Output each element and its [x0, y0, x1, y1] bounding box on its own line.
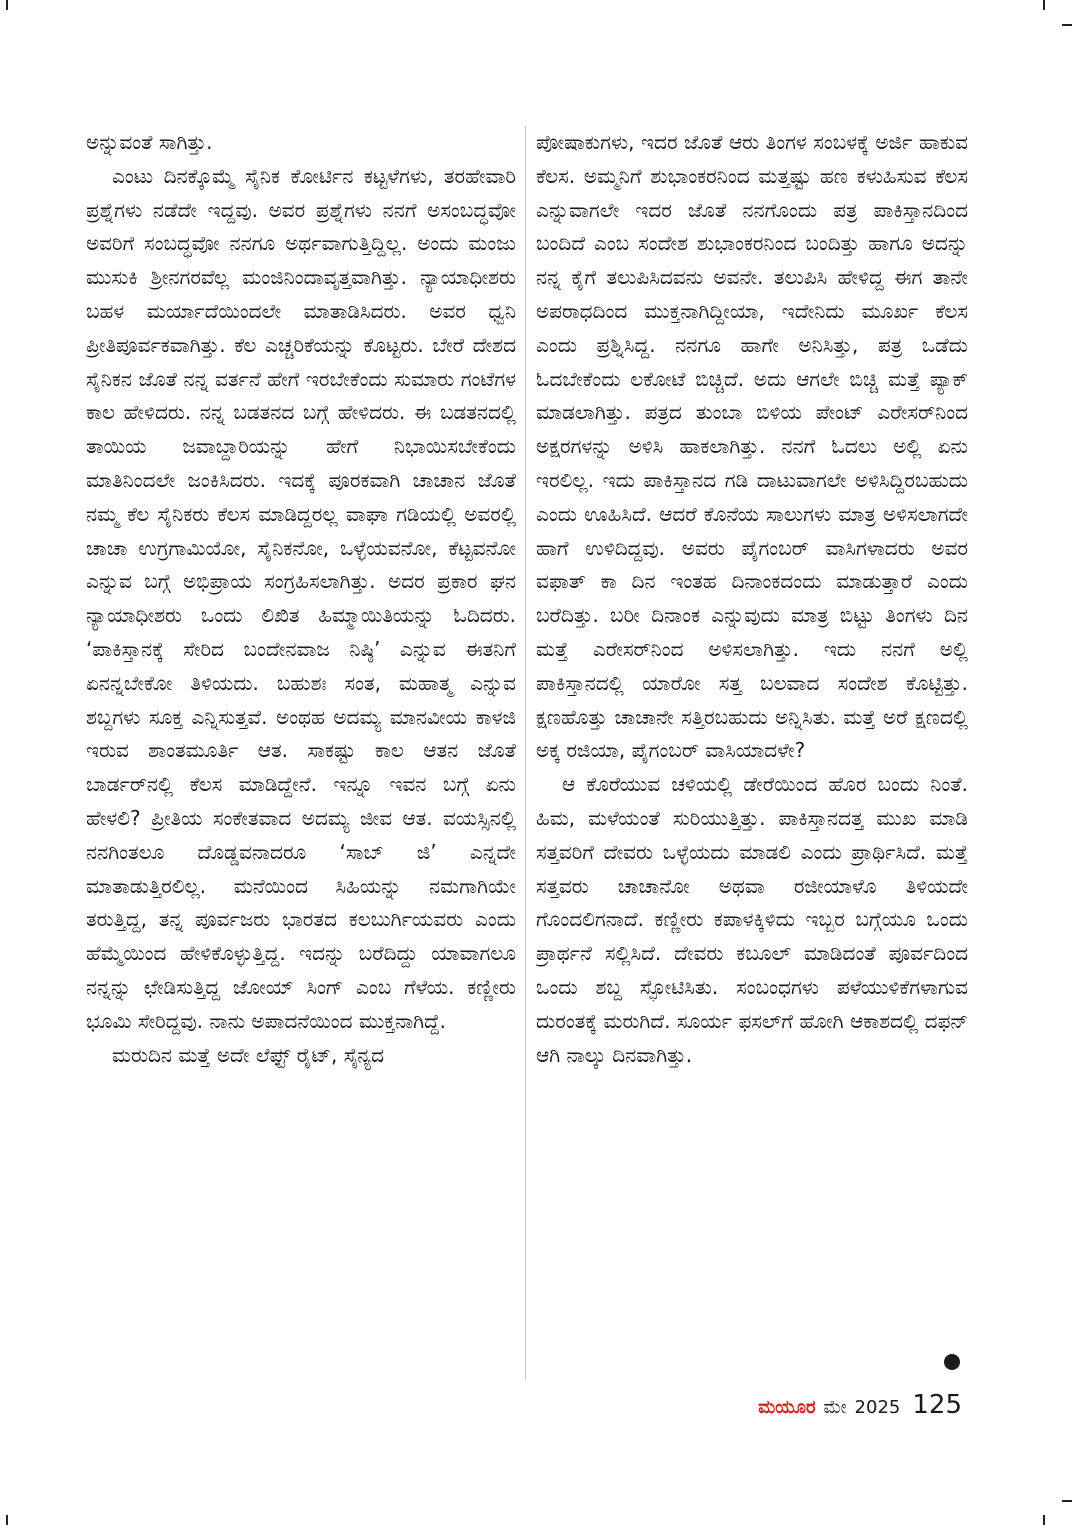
page-number: 125 [912, 1390, 962, 1420]
page-footer [758, 1390, 962, 1430]
crop-mark-right-upper [1062, 24, 1072, 26]
article-column-left [86, 126, 516, 1386]
crop-mark-right-lower [1062, 1500, 1072, 1502]
paragraph: ಮರುದಿನ ಮತ್ತೆ ಅದೇ ಲೆಫ್ಟ್ ರೈಟ್, ಸೈನ್ಯದ [112, 1042, 385, 1067]
issue-month: ಮೇ [823, 1397, 847, 1418]
crop-mark-bottom-right [1043, 1515, 1045, 1525]
paragraph: ಪೋಷಾಕುಗಳು, ಇದರ ಜೊತೆ ಆರು ತಿಂಗಳ ಸಂಬಳಕ್ಕೆ ಅರ್ಜಿ ಹಾಕುವ ಕೆಲಸ. ಅಮ್ಮನಿಗೆ ಶುಭಾಂಕರನಿಂದ ಮತ್ತಷ್ಟು ಹಣ ಕಳುಹಿಸುವ ಕೆಲಸ ಎನ್ನುವಾಗಲೇ ಇದರ ಜೊತೆ ನನಗೊಂದು ಪತ್ರ ಪಾಕಿಸ್ತಾನದಿಂದ ಬಂದಿದೆ ಎಂಬ ಸಂದೇಶ ಶುಭಾಂಕರನಿಂದ ಬಂದಿತ್ತು ಹಾಗೂ ಅದನ್ನು ನನ್ನ ಕೈಗೆ ತಲುಪಿಸಿದವನು ಅವನೇ. ತಲುಪಿಸಿ ಹೇಳಿದ್ದ ಈಗ ತಾನೇ ಅಪರಾಧದಿಂದ ಮುಕ್ತನಾಗಿದ್ದೀಯಾ, ಇದೇನಿದು ಮೂರ್ಖ ಕೆಲಸ ಎಂದು ಪ್ರಶ್ನಿಸಿದ್ದ. ನನಗೂ ಹಾಗೇ ಅನಿಸಿತ್ತು, ಪತ್ರ ಒಡೆದು ಓದಬೇಕೆಂದು ಲಕೋಟೆ ಬಿಚ್ಚಿದೆ. ಅದು ಆಗಲೇ ಬಿಚ್ಚಿ ಮತ್ತೆ ಪ್ಯಾಕ್ ಮಾಡಲಾಗಿತ್ತು. ಪತ್ರದ ತುಂಬಾ ಬಿಳಿಯ ಪೇಂಟ್ ಎರೇಸರ್‌ನಿಂದ ಅಕ್ಷರಗಳನ್ನು ಅಳಿಸಿ ಹಾಕಲಾಗಿತ್ತು. ನನಗೆ ಓದಲು ಅಲ್ಲಿ ಏನು ಇರಲಿಲ್ಲ. ಇದು ಪಾಕಿಸ್ತಾನದ ಗಡಿ ದಾಟುವಾಗಲೇ ಅಳಿಸಿದ್ದಿರಬಹುದು ಎಂದು ಊಹಿಸಿದೆ. ಆದರೆ ಕೊನೆಯ ಸಾಲುಗಳು ಮಾತ್ರ ಅಳಿಸಲಾಗದೇ ಹಾಗೆ ಉಳಿದಿದ್ದವು. ಅವರು ಪೈಗಂಬರ್ ವಾಸಿಗಳಾದರು ಅವರ ವಫಾತ್ ಕಾ ದಿನ ಇಂತಹ ದಿನಾಂಕದಂದು ಮಾಡುತ್ತಾರೆ ಎಂದು ಬರೆದಿತ್ತು. ಬರೀ ದಿನಾಂಕ ಎನ್ನುವುದು ಮಾತ್ರ ಬಿಟ್ಟು ತಿಂಗಳು ದಿನ ಮತ್ತೆ ಎರೇಸರ್‌ನಿಂದ ಅಳಿಸಲಾಗಿತ್ತು. ಇದು ನನಗೆ ಅಲ್ಲಿ ಪಾಕಿಸ್ತಾನದಲ್ಲಿ ಯಾರೋ ಸತ್ತ ಬಲವಾದ ಸಂದೇಶ ಕೊಟ್ಟಿತ್ತು. ಕ್ಷಣಹೊತ್ತು ಚಾಚಾನೇ ಸತ್ತಿರಬಹುದು ಅನ್ನಿಸಿತು. ಮತ್ತೆ ಅರೆ ಕ್ಷಣದಲ್ಲಿ ಅಕ್ಕ ರಜಿಯಾ, ಪೈಗಂಬರ್ ವಾಸಿಯಾದಳೇ? [536, 130, 968, 763]
column-divider [525, 126, 526, 1380]
paragraph: ಎಂಟು ದಿನಕ್ಕೊಮ್ಮೆ ಸೈನಿಕ ಕೋರ್ಟಿನ ಕಟ್ಟಳೆಗಳು, ತರಹೇವಾರಿ ಪ್ರಶ್ನೆಗಳು ನಡೆದೇ ಇದ್ದವು. ಅವರ ಪ್ರಶ್ನೆಗಳು ನನಗೆ ಅಸಂಬದ್ಧವೋ ಅವರಿಗೆ ಸಂಬದ್ಧವೋ ನನಗೂ ಅರ್ಥವಾಗುತ್ತಿದ್ದಿಲ್ಲ. ಅಂದು ಮಂಜು ಮುಸುಕಿ ಶ್ರೀನಗರವೆಲ್ಲ ಮಂಜಿನಿಂದಾವೃತ್ತವಾಗಿತ್ತು. ನ್ಯಾಯಾಧೀಶರು ಬಹಳ ಮರ್ಯಾದೆಯಿಂದಲೇ ಮಾತಾಡಿಸಿದರು. ಅವರ ಧ್ವನಿ ಪ್ರೀತಿಪೂರ್ವಕವಾಗಿತ್ತು. ಕೆಲ ಎಚ್ಚರಿಕೆಯನ್ನು ಕೊಟ್ಟರು. ಬೇರೆ ದೇಶದ ಸೈನಿಕನ ಜೊತೆ ನನ್ನ ವರ್ತನೆ ಹೇಗೆ ಇರಬೇಕೆಂದು ಸುಮಾರು ಗಂಟೆಗಳ ಕಾಲ ಹೇಳಿದರು. ನನ್ನ ಬಡತನದ ಬಗ್ಗೆ ಹೇಳಿದರು. ಈ ಬಡತನದಲ್ಲಿ ತಾಯಿಯ ಜವಾಬ್ದಾರಿಯನ್ನು ಹೇಗೆ ನಿಭಾಯಿಸಬೇಕೆಂದು ಮಾತಿನಿಂದಲೇ ಜಂಕಿಸಿದರು. ಇದಕ್ಕೆ ಪೂರಕವಾಗಿ ಚಾಚಾನ ಜೊತೆ ನಮ್ಮ ಕೆಲ ಸೈನಿಕರು ಕೆಲಸ ಮಾಡಿದ್ದರಲ್ಲ ವಾಘಾ ಗಡಿಯಲ್ಲಿ ಅವರಲ್ಲಿ ಚಾಚಾ ಉಗ್ರಗಾಮಿಯೋ, ಸೈನಿಕನೋ, ಒಳ್ಳೆಯವನೋ, ಕೆಟ್ಟವನೋ ಎನ್ನುವ ಬಗ್ಗೆ ಅಭಿಪ್ರಾಯ ಸಂಗ್ರಹಿಸಲಾಗಿತ್ತು. ಅದರ ಪ್ರಕಾರ ಘನ ನ್ಯಾಯಾಧೀಶರು ಒಂದು ಲಿಖಿತ ಹಿಮ್ಮಾಯಿತಿಯನ್ನು ಓದಿದರು. ‘ಪಾಕಿಸ್ತಾನಕ್ಕೆ ಸೇರಿದ ಬಂದೇನವಾಜ ನಿಷ್ಠಿ’ ಎನ್ನುವ ಈತನಿಗೆ ಏನನ್ನಬೇಕೋ ತಿಳಿಯದು. ಬಹುಶಃ ಸಂತ, ಮಹಾತ್ಮ ಎನ್ನುವ ಶಬ್ದಗಳು ಸೂಕ್ತ ಎನ್ನಿಸುತ್ತವೆ. ಅಂಥಹ ಅದಮ್ಯ ಮಾನವೀಯ ಕಾಳಜಿ ಇರುವ ಶಾಂತಮೂರ್ತಿ ಆತ. ಸಾಕಷ್ಟು ಕಾಲ ಆತನ ಜೊತೆ ಬಾರ್ಡರ್‌ನಲ್ಲಿ ಕೆಲಸ ಮಾಡಿದ್ದೇನೆ. ಇನ್ನೂ ಇವನ ಬಗ್ಗೆ ಏನು ಹೇಳಲಿ? ಪ್ರೀತಿಯ ಸಂಕೇತವಾದ ಅದಮ್ಯ ಜೀವ ಆತ. ವಯಸ್ಸಿನಲ್ಲಿ ನನಗಿಂತಲೂ ದೊಡ್ಡವನಾದರೂ ‘ಸಾಬ್ ಜಿ’ ಎನ್ನದೇ ಮಾತಾಡುತ್ತಿರಲಿಲ್ಲ. ಮನೆಯಿಂದ ಸಿಹಿಯನ್ನು ನಮಗಾಗಿಯೇ ತರುತ್ತಿದ್ದ, ತನ್ನ ಪೂರ್ವಜರು ಭಾರತದ ಕಲಬುರ್ಗಿಯವರು ಎಂದು ಹೆಮ್ಮೆಯಿಂದ ಹೇಳಿಕೊಳ್ಳುತ್ತಿದ್ದ. ಇದನ್ನು ಬರೆದಿದ್ದು ಯಾವಾಗಲೂ ನನ್ನನ್ನು ಛೇಡಿಸುತ್ತಿದ್ದ ಜೋಯ್ ಸಿಂಗ್ ಎಂಬ ಗೆಳೆಯ. ಕಣ್ಣೀರು ಭೂಮಿ ಸೇರಿದ್ದವು. ನಾನು ಅಪಾದನೆಯಿಂದ ಮುಕ್ತನಾಗಿದ್ದೆ. [86, 163, 516, 1033]
paragraph: ಆ ಕೊರೆಯುವ ಚಳಿಯಲ್ಲಿ ಡೇರೆಯಿಂದ ಹೊರ ಬಂದು ನಿಂತೆ. ಹಿಮ, ಮಳೆಯಂತೆ ಸುರಿಯುತ್ತಿತ್ತು. ಪಾಕಿಸ್ತಾನದತ್ತ ಮುಖ ಮಾಡಿ ಸತ್ತವರಿಗೆ ದೇವರು ಒಳ್ಳೆಯದು ಮಾಡಲಿ ಎಂದು ಪ್ರಾರ್ಥಿಸಿದೆ. ಮತ್ತೆ ಸತ್ತವರು ಚಾಚಾನೋ ಅಥವಾ ರಜೀಯಾಳೊ ತಿಳಿಯದೇ ಗೊಂದಲಿಗನಾದೆ. ಕಣ್ಣೀರು ಕಪಾಳಕ್ಕಿಳಿದು ಇಬ್ಬರ ಬಗ್ಗೆಯೂ ಒಂದು ಪ್ರಾರ್ಥನೆ ಸಲ್ಲಿಸಿದೆ. ದೇವರು ಕಬೂಲ್ ಮಾಡಿದಂತೆ ಪೂರ್ವದಿಂದ ಒಂದು ಶಬ್ದ ಸ್ಫೋಟಿಸಿತು. ಸಂಬಂಧಗಳು ಪಳೆಯುಳಿಕೆಗಳಾಗುವ ದುರಂತಕ್ಕೆ ಮರುಗಿದೆ. ಸೂರ್ಯ ಫಸಲ್‌ಗೆ ಹೋಗಿ ಆಕಾಶದಲ್ಲಿ ದಫನ್ ಆಗಿ ನಾಲ್ಕು ದಿನವಾಗಿತ್ತು. [536, 772, 968, 1067]
crop-mark-top-left [6, 0, 8, 10]
issue-year: 2025 [854, 1397, 901, 1418]
magazine-logo: ಮಯೂರ [758, 1397, 816, 1418]
article-column-right [536, 126, 968, 1386]
paragraph: ಅನ್ನುವಂತೆ ಸಾಗಿತ್ತು. [86, 130, 213, 154]
crop-mark-bottom-left [6, 1515, 8, 1525]
crop-mark-top-right [1043, 0, 1045, 10]
end-of-article-marker [944, 1354, 960, 1370]
